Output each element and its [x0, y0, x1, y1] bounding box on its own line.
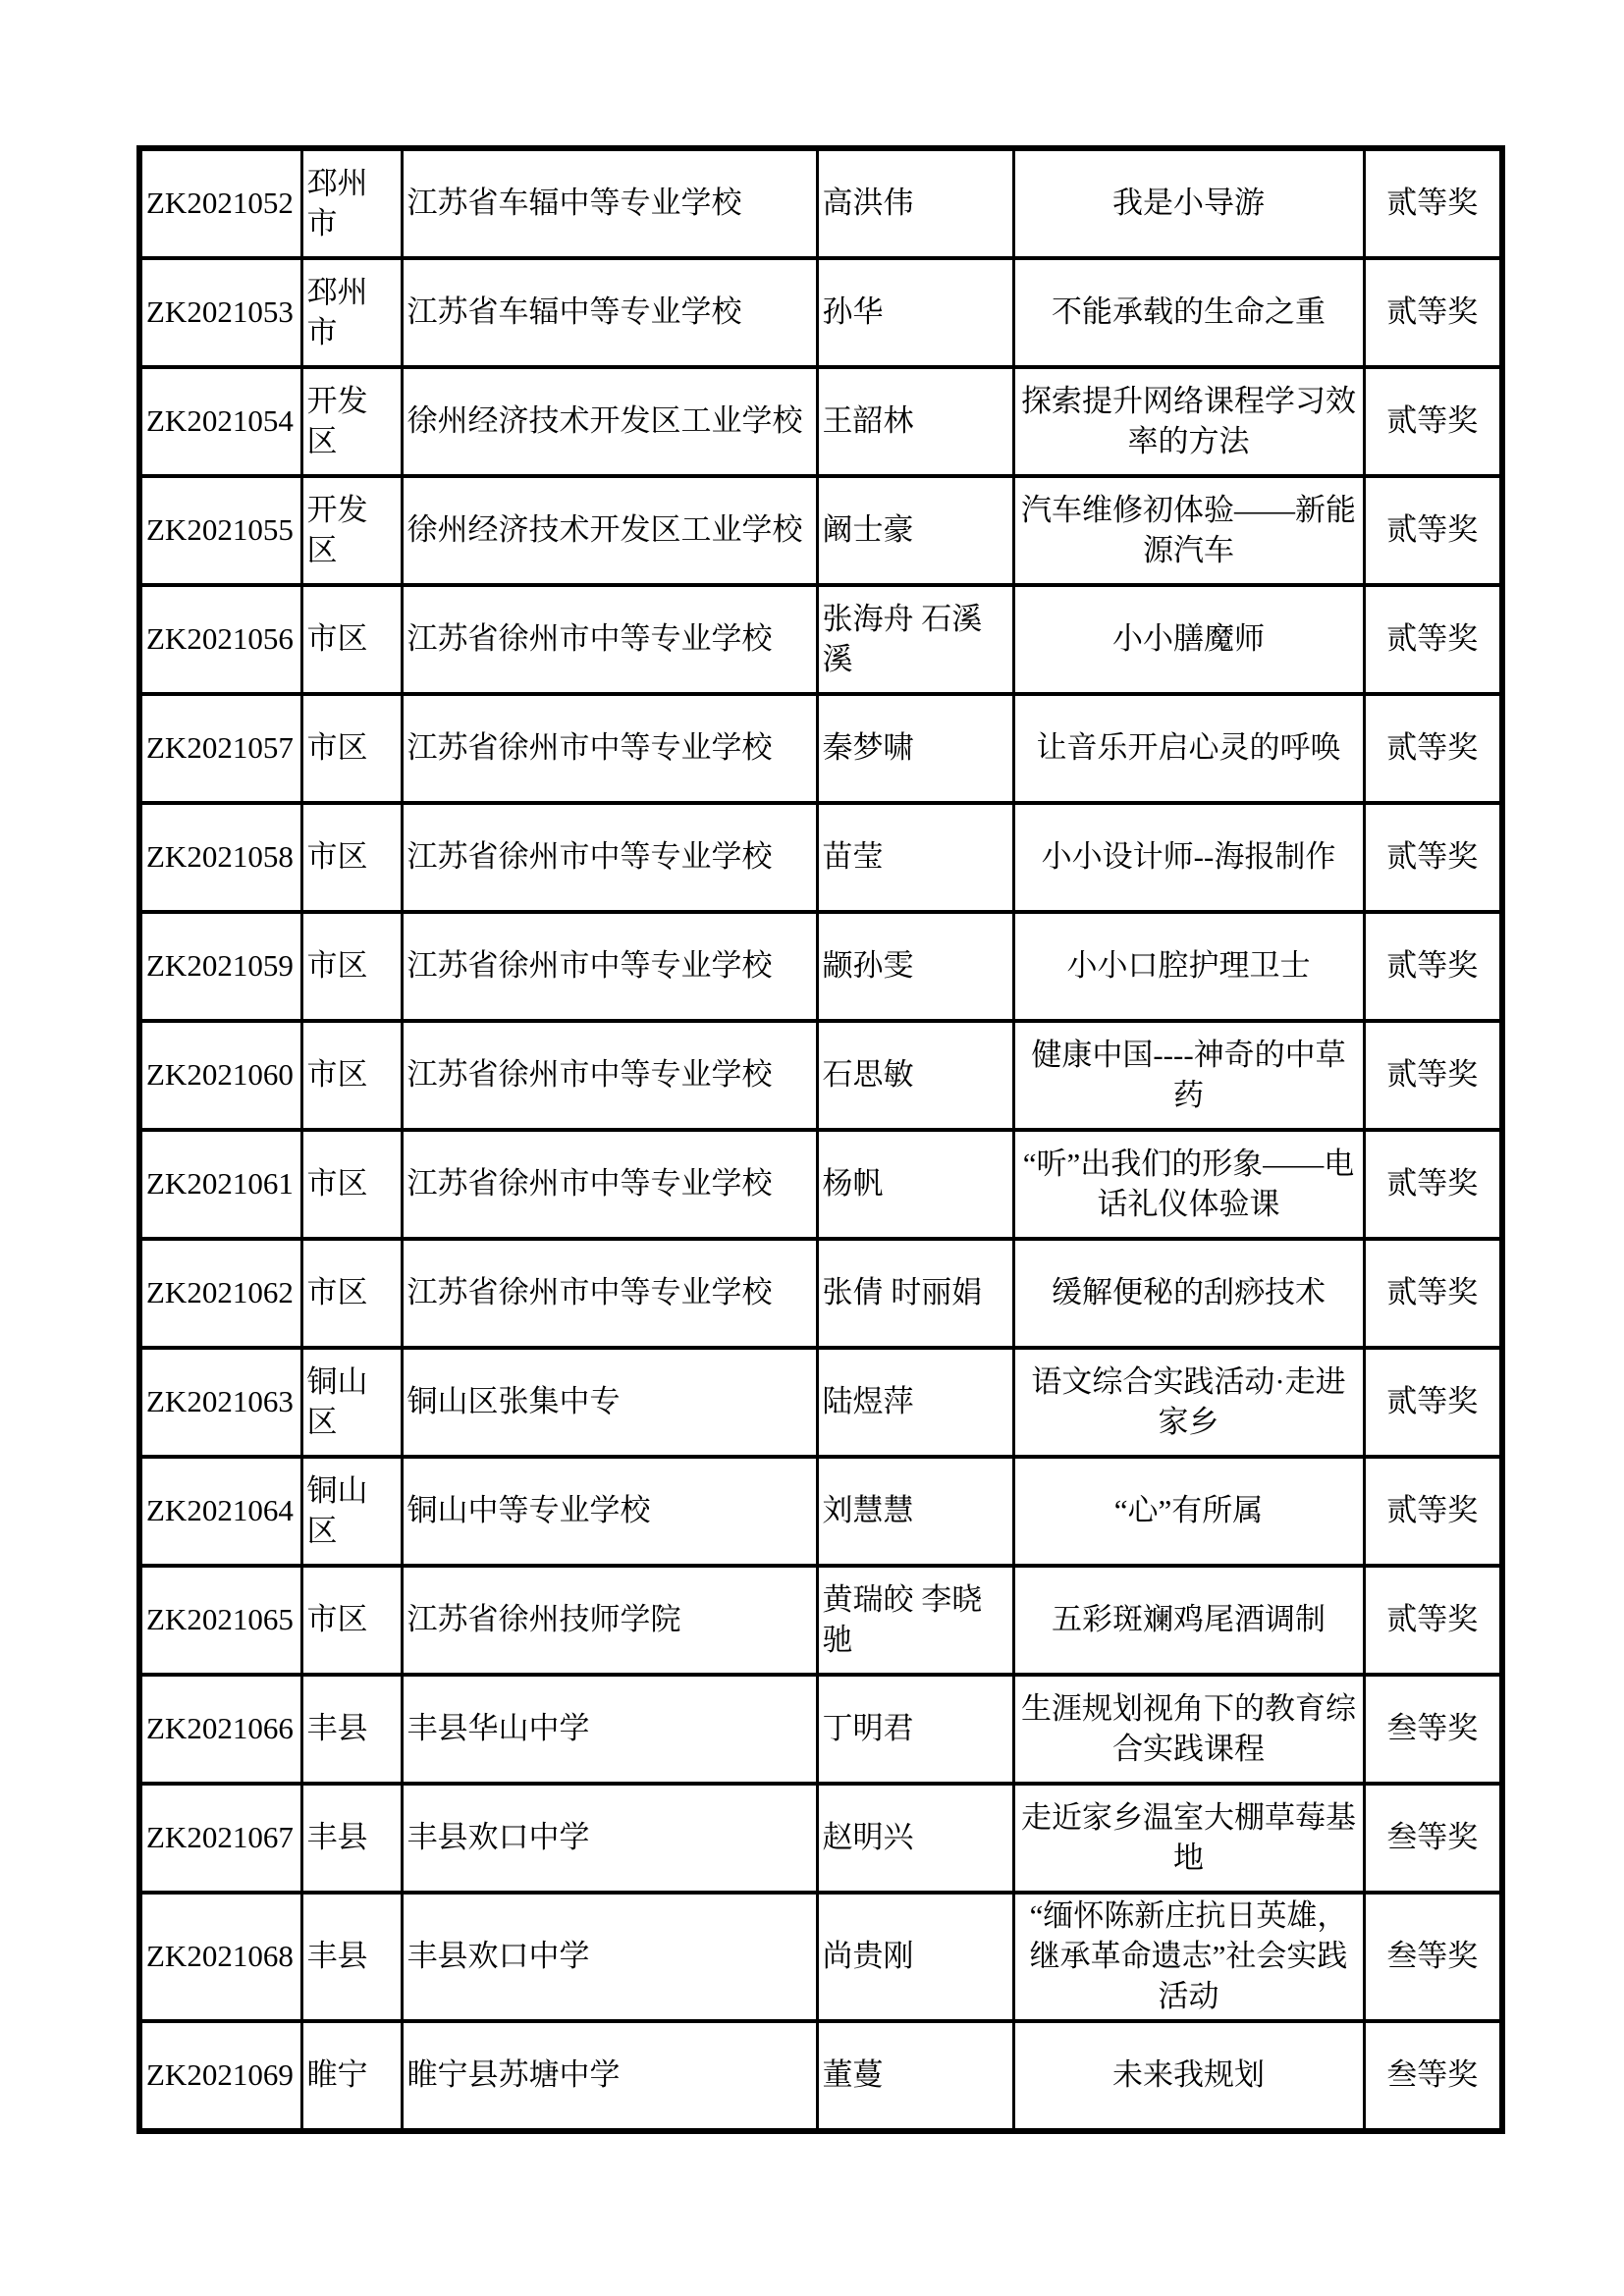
cell-author-name: 阚士豪 [817, 476, 1013, 585]
cell-award-level: 叁等奖 [1364, 1784, 1502, 1893]
table-row [139, 1021, 1502, 1130]
cell-author-name: 丁明君 [817, 1675, 1013, 1784]
cell-project-title: 健康中国----神奇的中草药 [1013, 1021, 1364, 1130]
cell-region: 丰县 [301, 1893, 402, 2021]
cell-project-title: 不能承载的生命之重 [1013, 258, 1364, 367]
cell-author-name: 石思敏 [817, 1021, 1013, 1130]
table-row [139, 1784, 1502, 1893]
table-row [139, 1675, 1502, 1784]
cell-entry-id: ZK2021064 [139, 1457, 301, 1566]
cell-school: 江苏省徐州市中等专业学校 [402, 1239, 817, 1348]
cell-award-level: 叁等奖 [1364, 2021, 1502, 2131]
cell-school: 徐州经济技术开发区工业学校 [402, 476, 817, 585]
cell-award-level: 叁等奖 [1364, 1893, 1502, 2021]
cell-project-title: 小小口腔护理卫士 [1013, 912, 1364, 1021]
cell-entry-id: ZK2021059 [139, 912, 301, 1021]
cell-entry-id: ZK2021058 [139, 803, 301, 912]
cell-award-level: 贰等奖 [1364, 1130, 1502, 1239]
cell-author-name: 秦梦啸 [817, 694, 1013, 803]
cell-project-title: 让音乐开启心灵的呼唤 [1013, 694, 1364, 803]
cell-school: 江苏省徐州技师学院 [402, 1566, 817, 1675]
cell-entry-id: ZK2021062 [139, 1239, 301, 1348]
table-row [139, 476, 1502, 585]
cell-project-title: 小小设计师--海报制作 [1013, 803, 1364, 912]
cell-region: 市区 [301, 585, 402, 694]
cell-project-title: 走近家乡温室大棚草莓基地 [1013, 1784, 1364, 1893]
cell-project-title: 生涯规划视角下的教育综合实践课程 [1013, 1675, 1364, 1784]
cell-entry-id: ZK2021068 [139, 1893, 301, 2021]
cell-school: 江苏省徐州市中等专业学校 [402, 1130, 817, 1239]
cell-award-level: 贰等奖 [1364, 1457, 1502, 1566]
cell-entry-id: ZK2021053 [139, 258, 301, 367]
cell-school: 江苏省车辐中等专业学校 [402, 258, 817, 367]
cell-region: 睢宁 [301, 2021, 402, 2131]
table-row [139, 1130, 1502, 1239]
cell-author-name: 高洪伟 [817, 148, 1013, 258]
cell-project-title: 汽车维修初体验——新能源汽车 [1013, 476, 1364, 585]
cell-award-level: 贰等奖 [1364, 1566, 1502, 1675]
cell-region: 市区 [301, 803, 402, 912]
cell-region: 铜山区 [301, 1348, 402, 1457]
cell-region: 邳州市 [301, 258, 402, 367]
cell-school: 睢宁县苏塘中学 [402, 2021, 817, 2131]
table-row [139, 585, 1502, 694]
cell-author-name: 陆煜萍 [817, 1348, 1013, 1457]
cell-region: 邳州市 [301, 148, 402, 258]
cell-region: 开发区 [301, 476, 402, 585]
cell-school: 江苏省车辐中等专业学校 [402, 148, 817, 258]
cell-project-title: “心”有所属 [1013, 1457, 1364, 1566]
table-row [139, 1239, 1502, 1348]
cell-project-title: 我是小导游 [1013, 148, 1364, 258]
cell-entry-id: ZK2021057 [139, 694, 301, 803]
cell-entry-id: ZK2021052 [139, 148, 301, 258]
cell-author-name: 张倩 时丽娟 [817, 1239, 1013, 1348]
cell-entry-id: ZK2021063 [139, 1348, 301, 1457]
cell-project-title: “缅怀陈新庄抗日英雄，继承革命遗志”社会实践活动 [1013, 1893, 1364, 2021]
cell-region: 市区 [301, 912, 402, 1021]
cell-author-name: 孙华 [817, 258, 1013, 367]
cell-school: 江苏省徐州市中等专业学校 [402, 803, 817, 912]
cell-project-title: 小小膳魔师 [1013, 585, 1364, 694]
table-row [139, 694, 1502, 803]
cell-entry-id: ZK2021055 [139, 476, 301, 585]
cell-award-level: 贰等奖 [1364, 803, 1502, 912]
cell-region: 市区 [301, 1566, 402, 1675]
cell-project-title: 探索提升网络课程学习效率的方法 [1013, 367, 1364, 476]
awards-table [136, 145, 1505, 2134]
cell-award-level: 贰等奖 [1364, 694, 1502, 803]
cell-award-level: 贰等奖 [1364, 585, 1502, 694]
table-row [139, 803, 1502, 912]
cell-entry-id: ZK2021065 [139, 1566, 301, 1675]
cell-award-level: 贰等奖 [1364, 476, 1502, 585]
table-row [139, 367, 1502, 476]
cell-entry-id: ZK2021066 [139, 1675, 301, 1784]
cell-entry-id: ZK2021054 [139, 367, 301, 476]
cell-award-level: 贰等奖 [1364, 148, 1502, 258]
cell-author-name: 黄瑞皎 李晓驰 [817, 1566, 1013, 1675]
cell-school: 丰县欢口中学 [402, 1893, 817, 2021]
cell-award-level: 贰等奖 [1364, 367, 1502, 476]
cell-region: 开发区 [301, 367, 402, 476]
cell-school: 丰县华山中学 [402, 1675, 817, 1784]
table-row [139, 1457, 1502, 1566]
cell-project-title: 未来我规划 [1013, 2021, 1364, 2131]
cell-region: 市区 [301, 1239, 402, 1348]
cell-school: 铜山区张集中专 [402, 1348, 817, 1457]
cell-author-name: 刘慧慧 [817, 1457, 1013, 1566]
cell-entry-id: ZK2021056 [139, 585, 301, 694]
cell-author-name: 苗莹 [817, 803, 1013, 912]
cell-award-level: 贰等奖 [1364, 1021, 1502, 1130]
cell-author-name: 杨帆 [817, 1130, 1013, 1239]
cell-region: 市区 [301, 1130, 402, 1239]
cell-author-name: 董蔓 [817, 2021, 1013, 2131]
cell-region: 铜山区 [301, 1457, 402, 1566]
cell-author-name: 尚贵刚 [817, 1893, 1013, 2021]
cell-school: 江苏省徐州市中等专业学校 [402, 912, 817, 1021]
table-row [139, 1348, 1502, 1457]
cell-award-level: 叁等奖 [1364, 1675, 1502, 1784]
cell-project-title: 语文综合实践活动·走进家乡 [1013, 1348, 1364, 1457]
cell-award-level: 贰等奖 [1364, 1239, 1502, 1348]
cell-project-title: 五彩斑斓鸡尾酒调制 [1013, 1566, 1364, 1675]
table-row [139, 148, 1502, 258]
table-row [139, 2021, 1502, 2131]
cell-project-title: “听”出我们的形象——电话礼仪体验课 [1013, 1130, 1364, 1239]
table-row [139, 258, 1502, 367]
cell-school: 江苏省徐州市中等专业学校 [402, 585, 817, 694]
cell-school: 江苏省徐州市中等专业学校 [402, 694, 817, 803]
cell-school: 江苏省徐州市中等专业学校 [402, 1021, 817, 1130]
awards-table-body [139, 148, 1502, 2131]
cell-entry-id: ZK2021069 [139, 2021, 301, 2131]
cell-entry-id: ZK2021061 [139, 1130, 301, 1239]
cell-award-level: 贰等奖 [1364, 258, 1502, 367]
cell-author-name: 张海舟 石溪溪 [817, 585, 1013, 694]
cell-author-name: 赵明兴 [817, 1784, 1013, 1893]
table-row [139, 912, 1502, 1021]
cell-project-title: 缓解便秘的刮痧技术 [1013, 1239, 1364, 1348]
cell-entry-id: ZK2021060 [139, 1021, 301, 1130]
cell-award-level: 贰等奖 [1364, 1348, 1502, 1457]
cell-author-name: 王韶林 [817, 367, 1013, 476]
cell-award-level: 贰等奖 [1364, 912, 1502, 1021]
cell-author-name: 颛孙雯 [817, 912, 1013, 1021]
cell-school: 铜山中等专业学校 [402, 1457, 817, 1566]
cell-region: 市区 [301, 1021, 402, 1130]
cell-region: 丰县 [301, 1784, 402, 1893]
cell-school: 徐州经济技术开发区工业学校 [402, 367, 817, 476]
table-row [139, 1566, 1502, 1675]
cell-school: 丰县欢口中学 [402, 1784, 817, 1893]
cell-region: 市区 [301, 694, 402, 803]
cell-entry-id: ZK2021067 [139, 1784, 301, 1893]
cell-region: 丰县 [301, 1675, 402, 1784]
table-row [139, 1893, 1502, 2021]
